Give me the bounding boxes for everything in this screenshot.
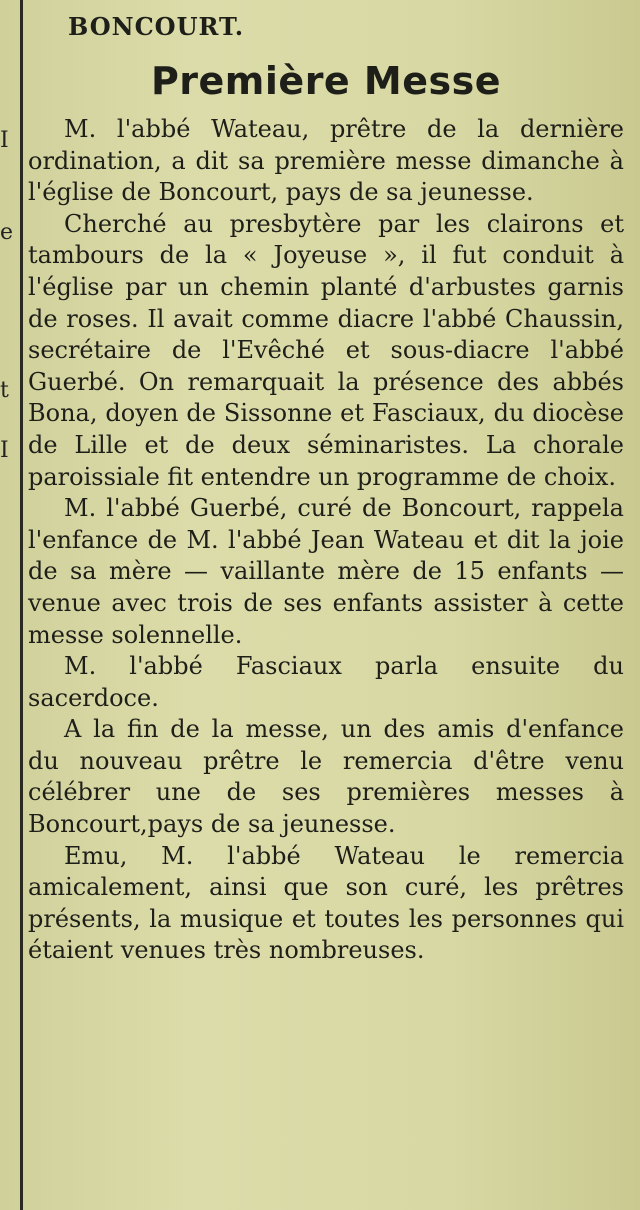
- fragment-char: I: [0, 438, 9, 463]
- fragment-char: I: [0, 128, 9, 153]
- paragraph: M. l'abbé Fasciaux parla ensuite du sacerdoce.: [28, 652, 624, 712]
- dateline: BONCOURT.: [68, 12, 245, 41]
- paragraph: M. l'abbé Guerbé, curé de Boncourt, rappela l'enfance de M. l'abbé Jean Wateau et dit la joie de sa mère — vaillante mère de 15 enfants — venue avec trois de ses enfants assister à cette messe solennelle.: [28, 494, 624, 649]
- article: [28, 8, 624, 967]
- fragment-char: t: [0, 378, 9, 403]
- paragraph: Cherché au presbytère par les clairons et tambours de la « Joyeuse », il fut conduit à l'église par un chemin planté d'arbustes garnis de roses. Il avait comme diacre l'abbé Chaussin, secrétaire de l'Evêché et sous-diacre l'abbé Guerbé. On remarquait la présence des abbés Bona, doyen de Sissonne et Fasciaux, du diocèse de Lille et de deux séminaristes. La chorale paroissiale fit entendre un programme de choix.: [28, 209, 624, 491]
- adjacent-column-fragment: [0, 0, 18, 1210]
- column-rule: [20, 0, 23, 1210]
- fragment-char: e: [0, 220, 14, 245]
- paragraph: M. l'abbé Wateau, prêtre de la dernière ordination, a dit sa première messe dimanche à l'église de Boncourt, pays de sa jeunesse.: [28, 115, 624, 207]
- article-title: Première Messe: [150, 59, 502, 103]
- paragraph: Emu, M. l'abbé Wateau le remercia amicalement, ainsi que son curé, les prêtres présents, la musique et toutes les personnes qui étaient venues très nombreuses.: [28, 841, 624, 965]
- paragraph: A la fin de la messe, un des amis d'enfance du nouveau prêtre le remercia d'être venu célébrer une de ses premières messes à Boncourt,pays de sa jeunesse.: [28, 715, 624, 839]
